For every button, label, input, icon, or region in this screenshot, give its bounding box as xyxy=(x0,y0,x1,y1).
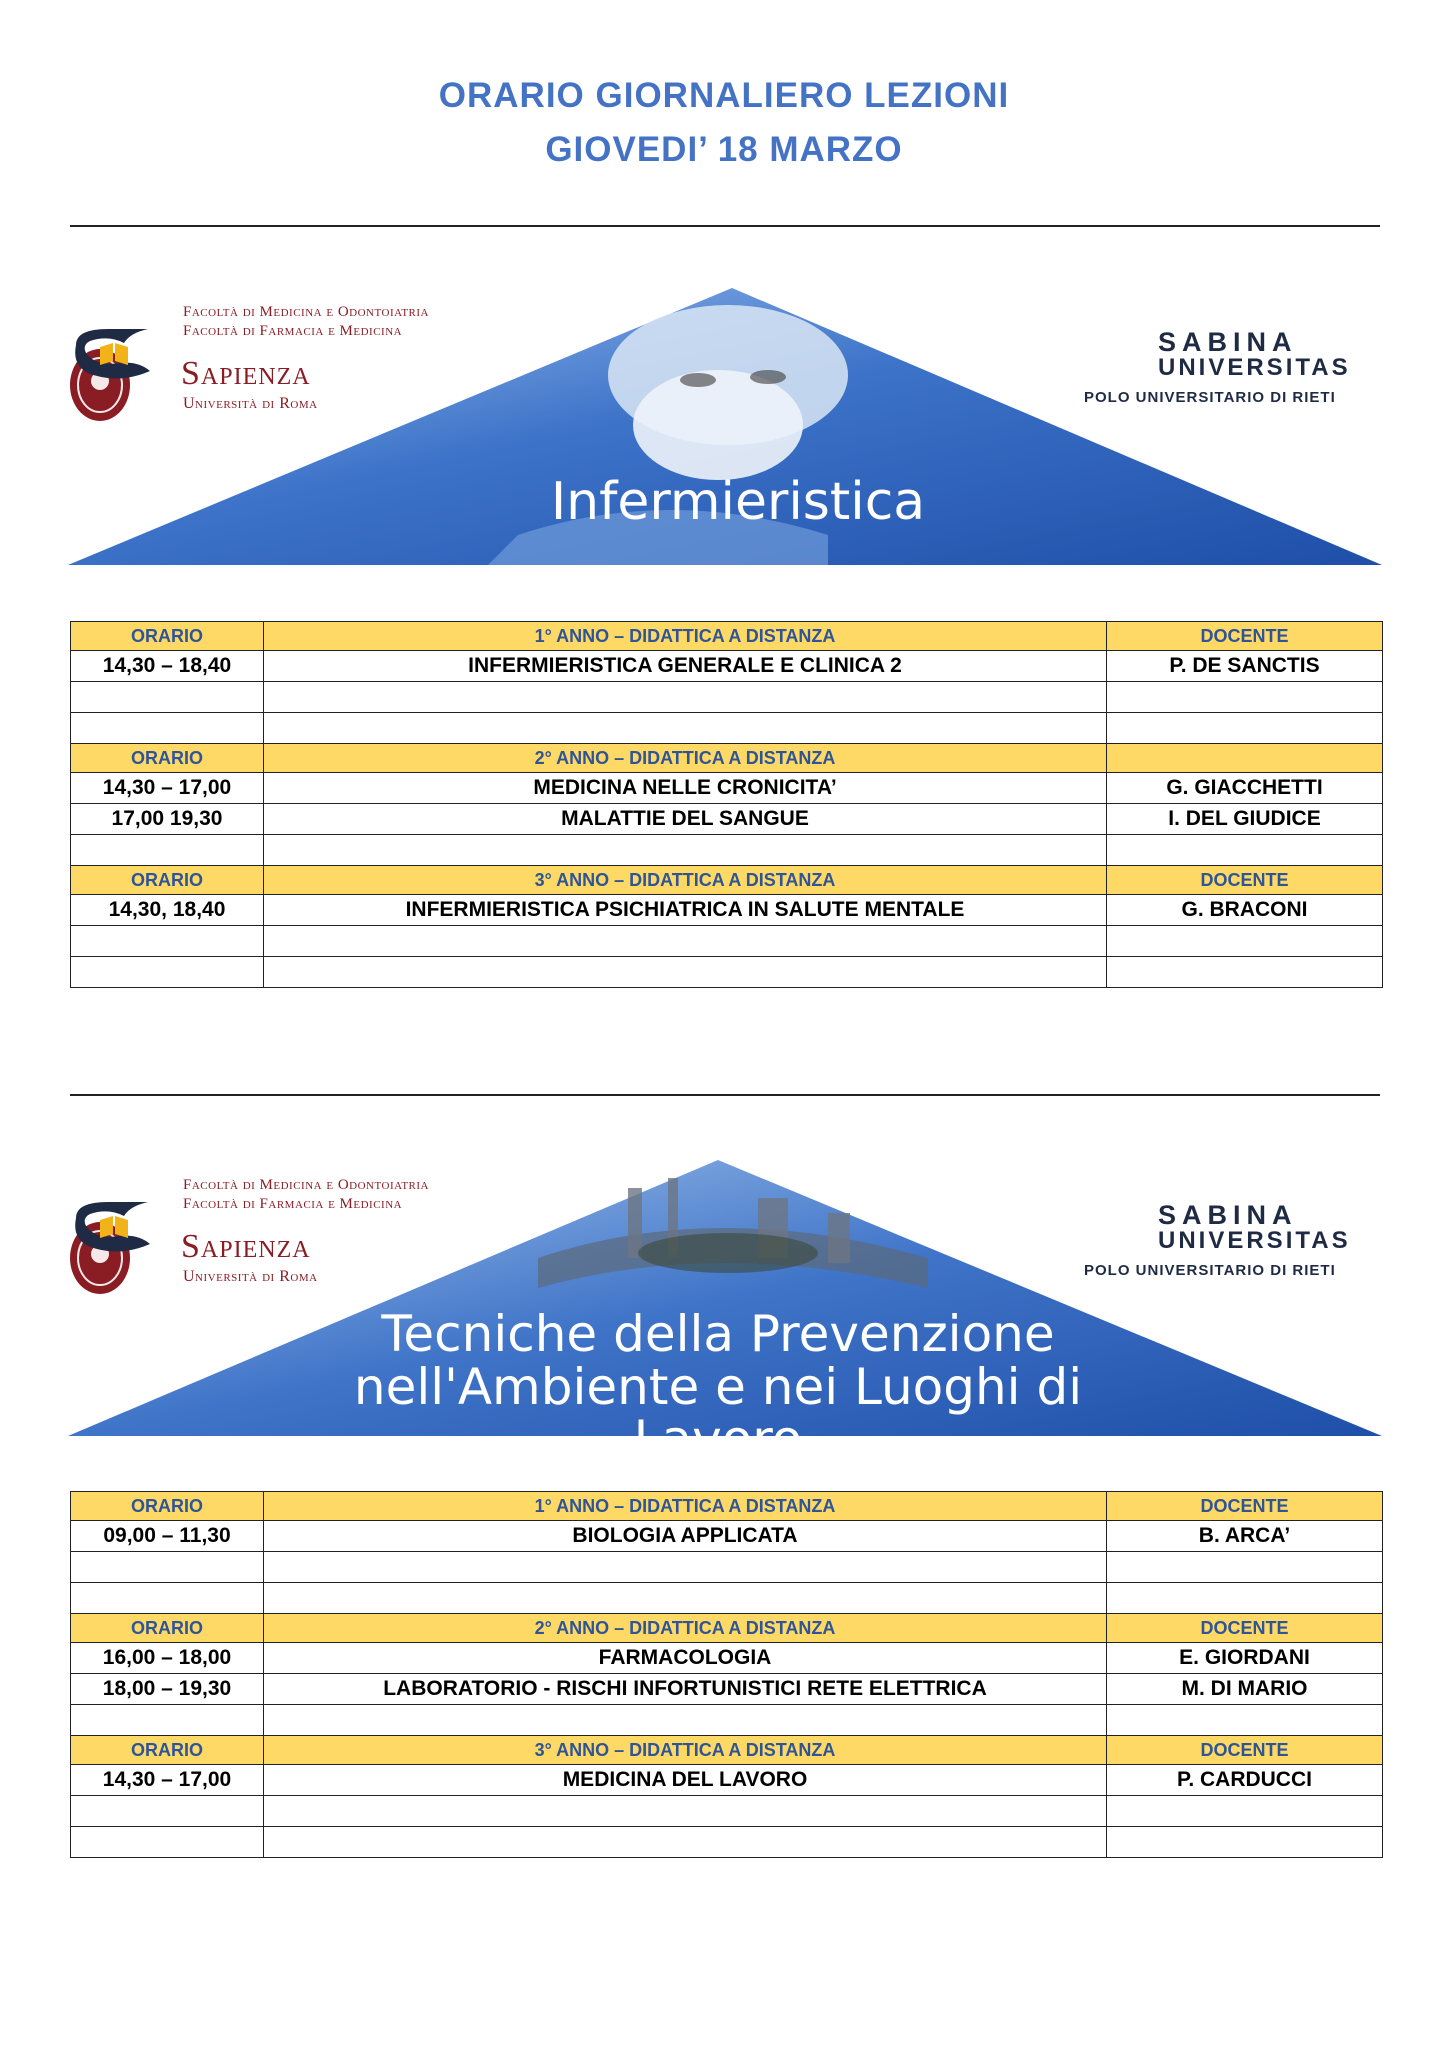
banner-infermieristica xyxy=(68,285,1382,575)
sabina-book-icon xyxy=(68,1198,168,1254)
sabina-book-icon xyxy=(68,325,168,381)
sapienza-sub: Università di Roma xyxy=(183,1268,318,1285)
header-cell xyxy=(1107,744,1383,773)
table-row xyxy=(71,957,1383,988)
time-cell xyxy=(71,1583,264,1614)
table-row xyxy=(71,773,1383,804)
header-cell: ORARIO xyxy=(71,866,264,895)
table-row xyxy=(71,804,1383,835)
course-cell: INFERMIERISTICA PSICHIATRICA IN SALUTE MENTALE xyxy=(264,895,1107,926)
table-row xyxy=(71,1796,1383,1827)
course-cell: BIOLOGIA APPLICATA xyxy=(264,1521,1107,1552)
time-cell: 14,30 – 17,00 xyxy=(71,773,264,804)
course-cell xyxy=(264,957,1107,988)
header-cell: DOCENTE xyxy=(1107,1492,1383,1521)
course-cell xyxy=(264,926,1107,957)
header-cell: 3° ANNO – DIDATTICA A DISTANZA xyxy=(264,866,1107,895)
course-cell xyxy=(264,1796,1107,1827)
course-cell xyxy=(264,1552,1107,1583)
header-cell: 1° ANNO – DIDATTICA A DISTANZA xyxy=(264,622,1107,651)
course-title-line2: nell'Ambiente e nei Luoghi di Lavoro xyxy=(353,1357,1083,1468)
sabina-name-line1: SABINA xyxy=(1158,1200,1298,1230)
course-cell xyxy=(264,1583,1107,1614)
table-row xyxy=(71,1827,1383,1858)
table-header-row xyxy=(71,1492,1383,1521)
header-cell: 2° ANNO – DIDATTICA A DISTANZA xyxy=(264,1614,1107,1643)
teacher-cell xyxy=(1107,682,1383,713)
banner-tecniche-prevenzione xyxy=(68,1158,1382,1468)
sabina-name-line2: UNIVERSITAS xyxy=(1158,1227,1351,1254)
header-cell: DOCENTE xyxy=(1107,866,1383,895)
teacher-cell: I. DEL GIUDICE xyxy=(1107,804,1383,835)
divider-top xyxy=(70,225,1380,227)
schedule-table-infermieristica xyxy=(70,621,1383,988)
sabina-polo: POLO UNIVERSITARIO DI RIETI xyxy=(1084,1262,1336,1279)
table-row xyxy=(71,682,1383,713)
time-cell xyxy=(71,835,264,866)
teacher-cell xyxy=(1107,1827,1383,1858)
time-cell: 14,30 – 18,40 xyxy=(71,651,264,682)
course-cell xyxy=(264,835,1107,866)
course-cell xyxy=(264,682,1107,713)
course-cell: INFERMIERISTICA GENERALE E CLINICA 2 xyxy=(264,651,1107,682)
sapienza-sub: Università di Roma xyxy=(183,395,318,412)
teacher-cell: G. BRACONI xyxy=(1107,895,1383,926)
header-cell: ORARIO xyxy=(71,622,264,651)
table-header-row xyxy=(71,744,1383,773)
teacher-cell xyxy=(1107,835,1383,866)
header-cell: 2° ANNO – DIDATTICA A DISTANZA xyxy=(264,744,1107,773)
course-cell: MEDICINA NELLE CRONICITA’ xyxy=(264,773,1107,804)
table-row xyxy=(71,1643,1383,1674)
time-cell: 09,00 – 11,30 xyxy=(71,1521,264,1552)
header-cell: DOCENTE xyxy=(1107,622,1383,651)
sabina-name-line1: SABINA xyxy=(1158,327,1298,357)
time-cell: 17,00 19,30 xyxy=(71,804,264,835)
header-cell: ORARIO xyxy=(71,744,264,773)
teacher-cell: P. CARDUCCI xyxy=(1107,1765,1383,1796)
faculty-name-line1: Facoltà di Medicina e Odontoiatria xyxy=(183,304,429,320)
table-header-row xyxy=(71,866,1383,895)
teacher-cell xyxy=(1107,1552,1383,1583)
table-row xyxy=(71,926,1383,957)
time-cell xyxy=(71,713,264,744)
teacher-cell: P. DE SANCTIS xyxy=(1107,651,1383,682)
time-cell xyxy=(71,957,264,988)
header-cell: ORARIO xyxy=(71,1736,264,1765)
table-row xyxy=(71,1765,1383,1796)
header-cell: 3° ANNO – DIDATTICA A DISTANZA xyxy=(264,1736,1107,1765)
teacher-cell: M. DI MARIO xyxy=(1107,1674,1383,1705)
page-title-line2: GIOVEDI’ 18 MARZO xyxy=(545,130,903,169)
table-row xyxy=(71,713,1383,744)
page-title-line1: ORARIO GIORNALIERO LEZIONI xyxy=(438,76,1010,115)
teacher-cell: E. GIORDANI xyxy=(1107,1643,1383,1674)
sabina-polo: POLO UNIVERSITARIO DI RIETI xyxy=(1084,389,1336,406)
header-cell: DOCENTE xyxy=(1107,1736,1383,1765)
teacher-cell xyxy=(1107,1796,1383,1827)
teacher-cell xyxy=(1107,926,1383,957)
faculty-name-line2: Facoltà di Farmacia e Medicina xyxy=(183,323,403,339)
table-row xyxy=(71,1521,1383,1552)
table-row xyxy=(71,651,1383,682)
sapienza-name: Sapienza xyxy=(181,1228,311,1265)
table-header-row xyxy=(71,622,1383,651)
time-cell xyxy=(71,1705,264,1736)
table-row xyxy=(71,1552,1383,1583)
table-header-row xyxy=(71,1736,1383,1765)
table-row xyxy=(71,835,1383,866)
time-cell xyxy=(71,926,264,957)
teacher-cell: G. GIACCHETTI xyxy=(1107,773,1383,804)
course-cell: LABORATORIO - RISCHI INFORTUNISTICI RETE ELETTRICA xyxy=(264,1674,1107,1705)
time-cell xyxy=(71,1827,264,1858)
time-cell: 18,00 – 19,30 xyxy=(71,1674,264,1705)
table-row xyxy=(71,1705,1383,1736)
header-cell: ORARIO xyxy=(71,1614,264,1643)
divider-middle xyxy=(70,1094,1380,1096)
time-cell xyxy=(71,1796,264,1827)
course-title xyxy=(488,472,988,532)
time-cell xyxy=(71,1552,264,1583)
course-cell xyxy=(264,713,1107,744)
teacher-cell xyxy=(1107,1705,1383,1736)
table-row xyxy=(71,1583,1383,1614)
teacher-cell xyxy=(1107,1583,1383,1614)
header-cell: DOCENTE xyxy=(1107,1614,1383,1643)
table-row xyxy=(71,1674,1383,1705)
header-cell: 1° ANNO – DIDATTICA A DISTANZA xyxy=(264,1492,1107,1521)
time-cell: 16,00 – 18,00 xyxy=(71,1643,264,1674)
time-cell xyxy=(71,682,264,713)
teacher-cell: B. ARCA’ xyxy=(1107,1521,1383,1552)
course-cell xyxy=(264,1827,1107,1858)
time-cell: 14,30 – 17,00 xyxy=(71,1765,264,1796)
course-cell: MEDICINA DEL LAVORO xyxy=(264,1765,1107,1796)
table-row xyxy=(71,895,1383,926)
teacher-cell xyxy=(1107,957,1383,988)
course-title-line1: Tecniche della Prevenzione xyxy=(381,1305,1055,1363)
teacher-cell xyxy=(1107,713,1383,744)
course-title-line1: Infermieristica xyxy=(550,472,926,532)
time-cell: 14,30, 18,40 xyxy=(71,895,264,926)
schedule-table-tecniche-prevenzione xyxy=(70,1491,1383,1858)
sabina-name-line2: UNIVERSITAS xyxy=(1158,354,1351,381)
table-header-row xyxy=(71,1614,1383,1643)
course-cell xyxy=(264,1705,1107,1736)
course-cell: MALATTIE DEL SANGUE xyxy=(264,804,1107,835)
faculty-name-line2: Facoltà di Farmacia e Medicina xyxy=(183,1196,403,1212)
course-title xyxy=(278,1305,1158,1468)
sapienza-name: Sapienza xyxy=(181,355,311,392)
course-cell: FARMACOLOGIA xyxy=(264,1643,1107,1674)
faculty-name-line1: Facoltà di Medicina e Odontoiatria xyxy=(183,1177,429,1193)
header-cell: ORARIO xyxy=(71,1492,264,1521)
